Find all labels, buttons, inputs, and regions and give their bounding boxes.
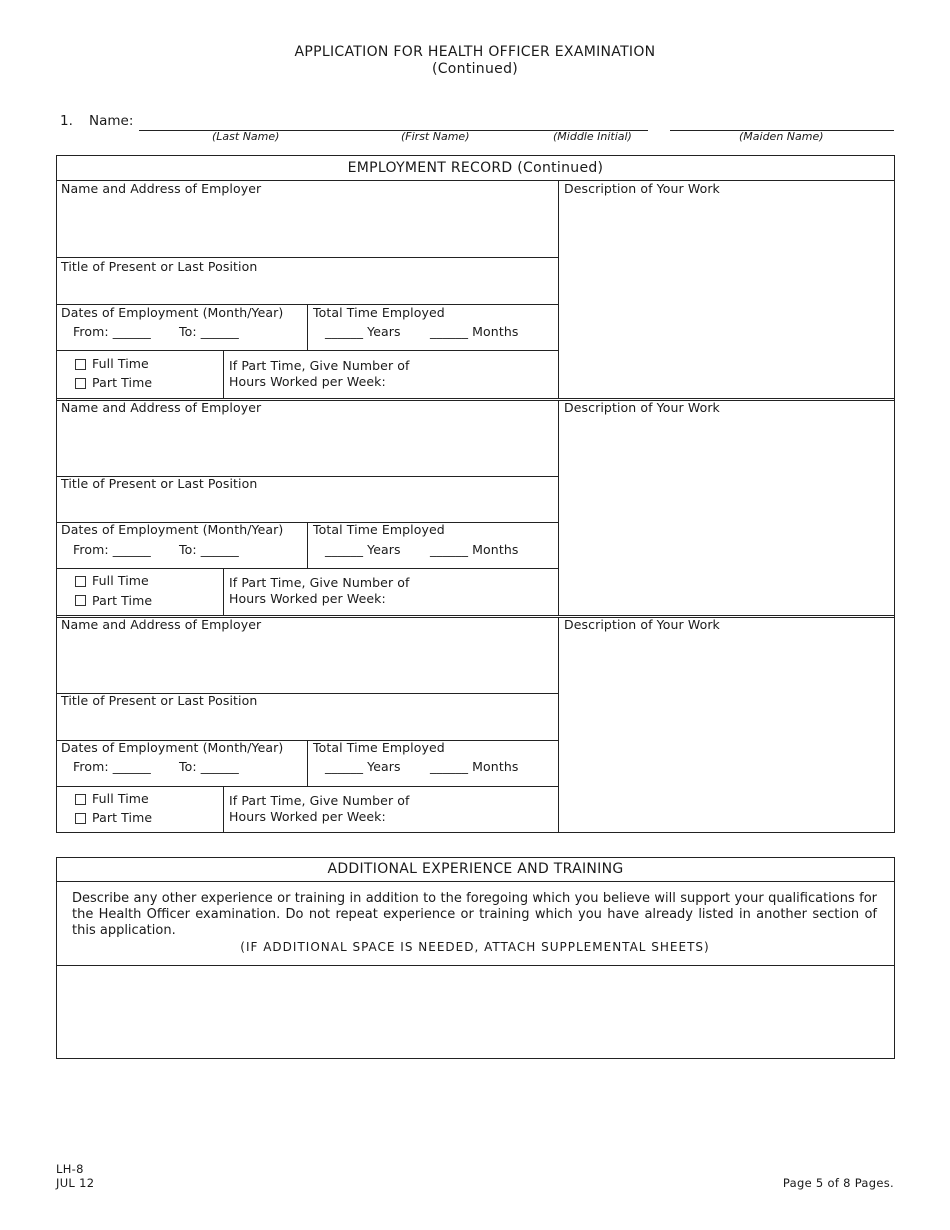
part-time-checkbox[interactable]	[75, 813, 86, 824]
employer-label: Name and Address of Employer	[61, 400, 262, 415]
maiden-name-label: (Maiden Name)	[739, 130, 824, 143]
to-field[interactable]: To: ______	[179, 324, 239, 339]
divider	[57, 350, 558, 351]
from-field[interactable]: From: ______	[73, 324, 151, 339]
form-id	[56, 1162, 94, 1190]
dates-label: Dates of Employment (Month/Year)	[61, 522, 284, 537]
part-time-hours-label	[229, 358, 410, 390]
part-time-label: Part Time	[92, 810, 153, 825]
form-date: JUL 12	[56, 1176, 95, 1190]
page-number: Page 5 of 8 Pages.	[782, 1176, 894, 1190]
divider	[57, 615, 894, 616]
from-field[interactable]: From: ______	[73, 759, 151, 774]
full-time-label: Full Time	[92, 356, 149, 371]
to-field[interactable]: To: ______	[179, 759, 239, 774]
part-time-label: Part Time	[92, 375, 153, 390]
part-time-hours-line-1: If Part Time, Give Number of	[229, 358, 410, 373]
part-time-label: Part Time	[92, 593, 153, 608]
total-time-label: Total Time Employed	[313, 740, 445, 755]
full-time-label: Full Time	[92, 573, 149, 588]
part-time-checkbox[interactable]	[75, 595, 86, 606]
full-time-checkbox[interactable]	[75, 576, 86, 587]
first-name-label: (First Name)	[401, 130, 470, 143]
form-number: LH-8	[56, 1162, 84, 1176]
form-title	[0, 44, 950, 78]
employment-record	[56, 155, 895, 833]
part-time-checkbox[interactable]	[75, 378, 86, 389]
full-time-label: Full Time	[92, 791, 149, 806]
middle-initial-label: (Middle Initial)	[553, 130, 632, 143]
divider	[223, 350, 224, 399]
months-field[interactable]: ______ Months	[430, 542, 519, 557]
last-name-label: (Last Name)	[212, 130, 280, 143]
divider	[57, 881, 894, 882]
name-label: Name:	[89, 113, 134, 129]
divider	[558, 181, 559, 399]
part-time-hours-label	[229, 793, 410, 825]
question-number: 1.	[60, 113, 73, 129]
part-time-hours-line-2: Hours Worked per Week:	[229, 374, 386, 389]
full-time-checkbox[interactable]	[75, 359, 86, 370]
part-time-hours-line-2: Hours Worked per Week:	[229, 591, 386, 606]
additional-experience-field[interactable]	[57, 966, 894, 1058]
years-field[interactable]: ______ Years	[325, 324, 401, 339]
divider	[307, 522, 308, 568]
divider	[223, 568, 224, 615]
divider	[558, 400, 559, 615]
years-field[interactable]: ______ Years	[325, 542, 401, 557]
employment-record-title: EMPLOYMENT RECORD (Continued)	[347, 160, 604, 176]
description-label: Description of Your Work	[564, 181, 720, 196]
employer-label: Name and Address of Employer	[61, 617, 262, 632]
months-field[interactable]: ______ Months	[430, 759, 519, 774]
divider	[307, 740, 308, 786]
part-time-hours-label	[229, 575, 410, 607]
months-field[interactable]: ______ Months	[430, 324, 519, 339]
total-time-label: Total Time Employed	[313, 522, 445, 537]
additional-experience-title: ADDITIONAL EXPERIENCE AND TRAINING	[327, 861, 624, 877]
part-time-hours-line-1: If Part Time, Give Number of	[229, 575, 410, 590]
divider	[57, 257, 558, 258]
dates-label: Dates of Employment (Month/Year)	[61, 305, 284, 320]
to-field[interactable]: To: ______	[179, 542, 239, 557]
divider	[57, 786, 558, 787]
part-time-hours-line-1: If Part Time, Give Number of	[229, 793, 410, 808]
employer-label: Name and Address of Employer	[61, 181, 262, 196]
additional-experience	[56, 857, 895, 1059]
additional-instructions: Describe any other experience or training in addition to the foregoing which you believe will support your qualifications for the Health Officer examination. Do not repeat experience or training which you have already listed in another section of this application.	[72, 891, 877, 938]
divider	[307, 304, 308, 350]
from-field[interactable]: From: ______	[73, 542, 151, 557]
description-label: Description of Your Work	[564, 617, 720, 632]
position-label: Title of Present or Last Position	[61, 476, 258, 491]
total-time-label: Total Time Employed	[313, 305, 445, 320]
divider	[57, 568, 558, 569]
position-label: Title of Present or Last Position	[61, 693, 258, 708]
divider	[57, 398, 894, 399]
full-time-checkbox[interactable]	[75, 794, 86, 805]
name-row	[60, 113, 133, 129]
divider	[223, 786, 224, 833]
form-title-main: APPLICATION FOR HEALTH OFFICER EXAMINATION	[294, 44, 656, 60]
position-label: Title of Present or Last Position	[61, 259, 258, 274]
part-time-hours-line-2: Hours Worked per Week:	[229, 809, 386, 824]
description-label: Description of Your Work	[564, 400, 720, 415]
form-title-sub: (Continued)	[431, 61, 519, 77]
years-field[interactable]: ______ Years	[325, 759, 401, 774]
dates-label: Dates of Employment (Month/Year)	[61, 740, 284, 755]
supplemental-note: (IF ADDITIONAL SPACE IS NEEDED, ATTACH SUPPLEMENTAL SHEETS)	[240, 940, 710, 954]
divider	[558, 617, 559, 833]
